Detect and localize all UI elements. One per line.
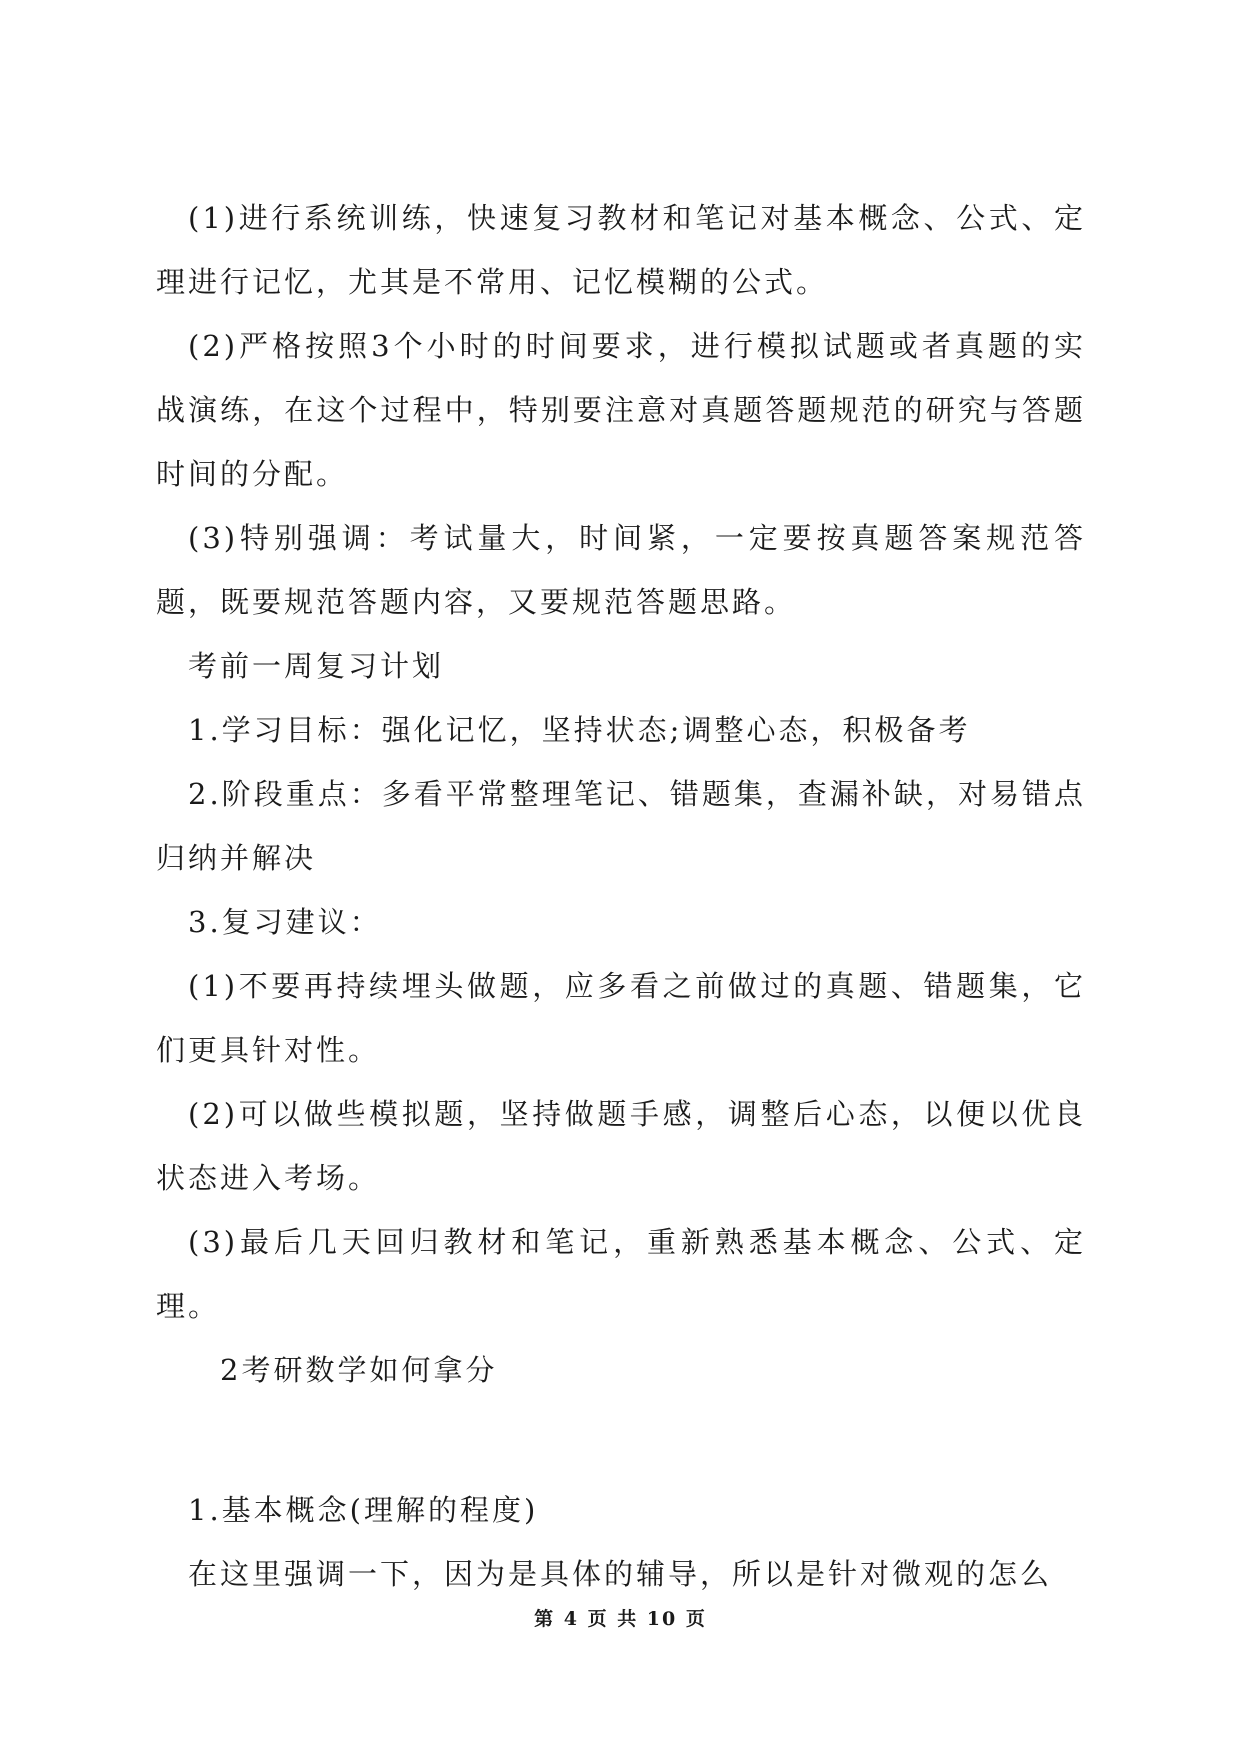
paragraph: 1.学习目标：强化记忆，坚持状态;调整心态，积极备考 [188,713,971,747]
spacer [156,1402,1086,1478]
section-heading: 2考研数学如何拿分 [220,1353,498,1387]
paragraph: (3)特别强调：考试量大，时间紧，一定要按真题答案规范答题，既要规范答题内容，又要规范答题思路。 [156,521,1086,619]
section-heading: 考前一周复习计划 [188,649,445,683]
paragraph: (1)进行系统训练，快速复习教材和笔记对基本概念、公式、定理进行记忆，尤其是不常用、记忆模糊的公式。 [156,201,1086,299]
page-number-footer: 第 4 页 共 10 页 [534,1608,707,1630]
paragraph: 1.基本概念(理解的程度) [188,1493,539,1527]
paragraph: (2)严格按照3个小时的时间要求，进行模拟试题或者真题的实战演练，在这个过程中，特别要注意对真题答题规范的研究与答题时间的分配。 [156,329,1086,491]
paragraph: 在这里强调一下，因为是具体的辅导，所以是针对微观的怎么 [188,1557,1053,1591]
paragraph: (1)不要再持续埋头做题，应多看之前做过的真题、错题集，它们更具针对性。 [156,969,1086,1067]
paragraph: (3)最后几天回归教材和笔记，重新熟悉基本概念、公式、定理。 [156,1225,1086,1323]
page-body [156,186,1086,1606]
paragraph: 2.阶段重点：多看平常整理笔记、错题集，查漏补缺，对易错点归纳并解决 [156,777,1086,875]
paragraph: 3.复习建议： [188,905,382,939]
paragraph: (2)可以做些模拟题，坚持做题手感，调整后心态，以便以优良状态进入考场。 [156,1097,1086,1195]
